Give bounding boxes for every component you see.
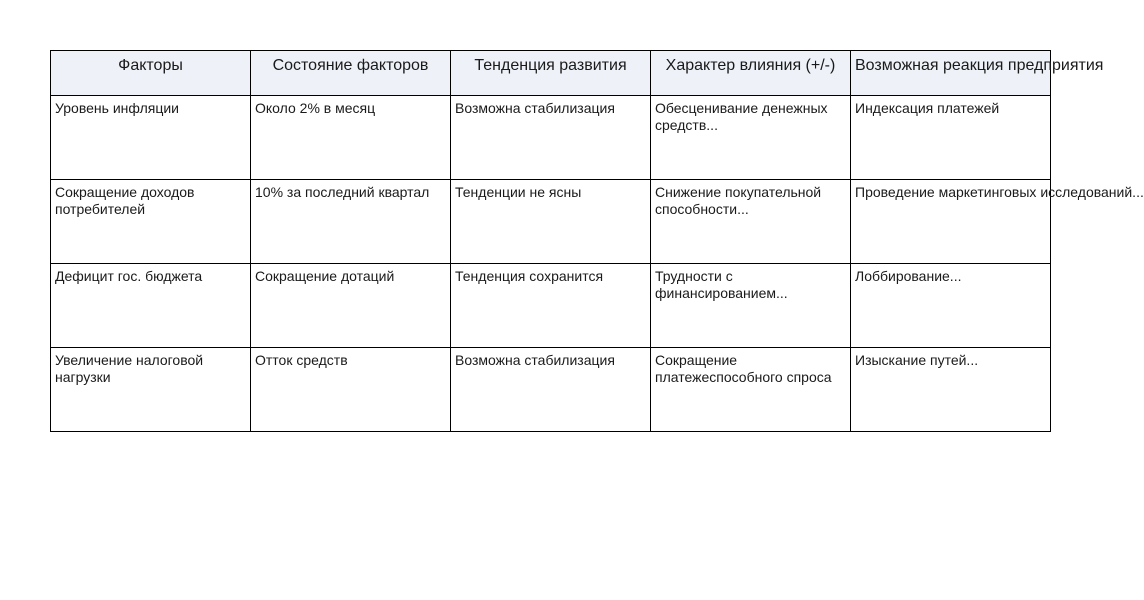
table-cell [51, 96, 251, 180]
cell-text: 10% за последний квартал [255, 184, 430, 200]
column-header-label: Возможная реакция предприятия [855, 57, 1104, 74]
table-cell [451, 348, 651, 432]
cell-text: Сокращение платежеспособного спроса [655, 352, 832, 385]
column-header-factors [51, 51, 251, 96]
table-cell [651, 348, 851, 432]
table-cell [851, 348, 1051, 432]
table-cell [451, 264, 651, 348]
table-row [51, 348, 1051, 432]
table-row [51, 180, 1051, 264]
column-header-label: Характер влияния (+/-) [665, 57, 836, 74]
cell-text: Снижение покупательной способности... [655, 184, 822, 217]
factors-table [50, 50, 1144, 432]
column-header-label: Тенденция развития [474, 57, 627, 74]
table-cell [851, 96, 1051, 180]
cell-text: Лоббирование... [855, 268, 962, 284]
cell-text: Возможна стабилизация [455, 100, 615, 116]
cell-text: Отток средств [255, 352, 348, 368]
table-cell [51, 264, 251, 348]
column-header-impact [651, 51, 851, 96]
table-cell [251, 96, 451, 180]
cell-text: Тенденции не ясны [455, 184, 582, 200]
cell-text: Дефицит гос. бюджета [55, 268, 203, 284]
cell-text: Сокращение доходов потребителей [55, 184, 195, 217]
table-cell [851, 264, 1051, 348]
table-cell [651, 96, 851, 180]
cell-text: Изыскание путей... [855, 352, 979, 368]
cell-text: Увеличение налоговой нагрузки [55, 352, 204, 385]
cell-text: Проведение маркетинговых исследований... [855, 184, 1144, 200]
table-cell [251, 264, 451, 348]
table-cell [51, 180, 251, 264]
table-cell [451, 180, 651, 264]
cell-text: Сокращение дотаций [255, 268, 395, 284]
cell-text: Индексация платежей [855, 100, 1000, 116]
cell-text: Тенденция сохранится [455, 268, 604, 284]
cell-text: Около 2% в месяц [255, 100, 376, 116]
table-cell [51, 348, 251, 432]
cell-text: Трудности с финансированием... [655, 268, 788, 301]
column-header-label: Состояние факторов [272, 57, 429, 74]
table-cell [851, 180, 1144, 264]
table-row [51, 264, 1051, 348]
table-cell [651, 264, 851, 348]
table-row [51, 96, 1051, 180]
column-header-trend [451, 51, 651, 96]
table-cell [251, 348, 451, 432]
cell-text: Уровень инфляции [55, 100, 179, 116]
cell-text: Обесценивание денежных средств... [655, 100, 828, 133]
column-header-reaction [851, 51, 1104, 96]
table-cell [251, 180, 451, 264]
table-cell [451, 96, 651, 180]
cell-text: Возможна стабилизация [455, 352, 615, 368]
table-cell [651, 180, 851, 264]
table-header-row [51, 51, 1051, 96]
column-header-label: Факторы [118, 57, 183, 74]
column-header-state [251, 51, 451, 96]
